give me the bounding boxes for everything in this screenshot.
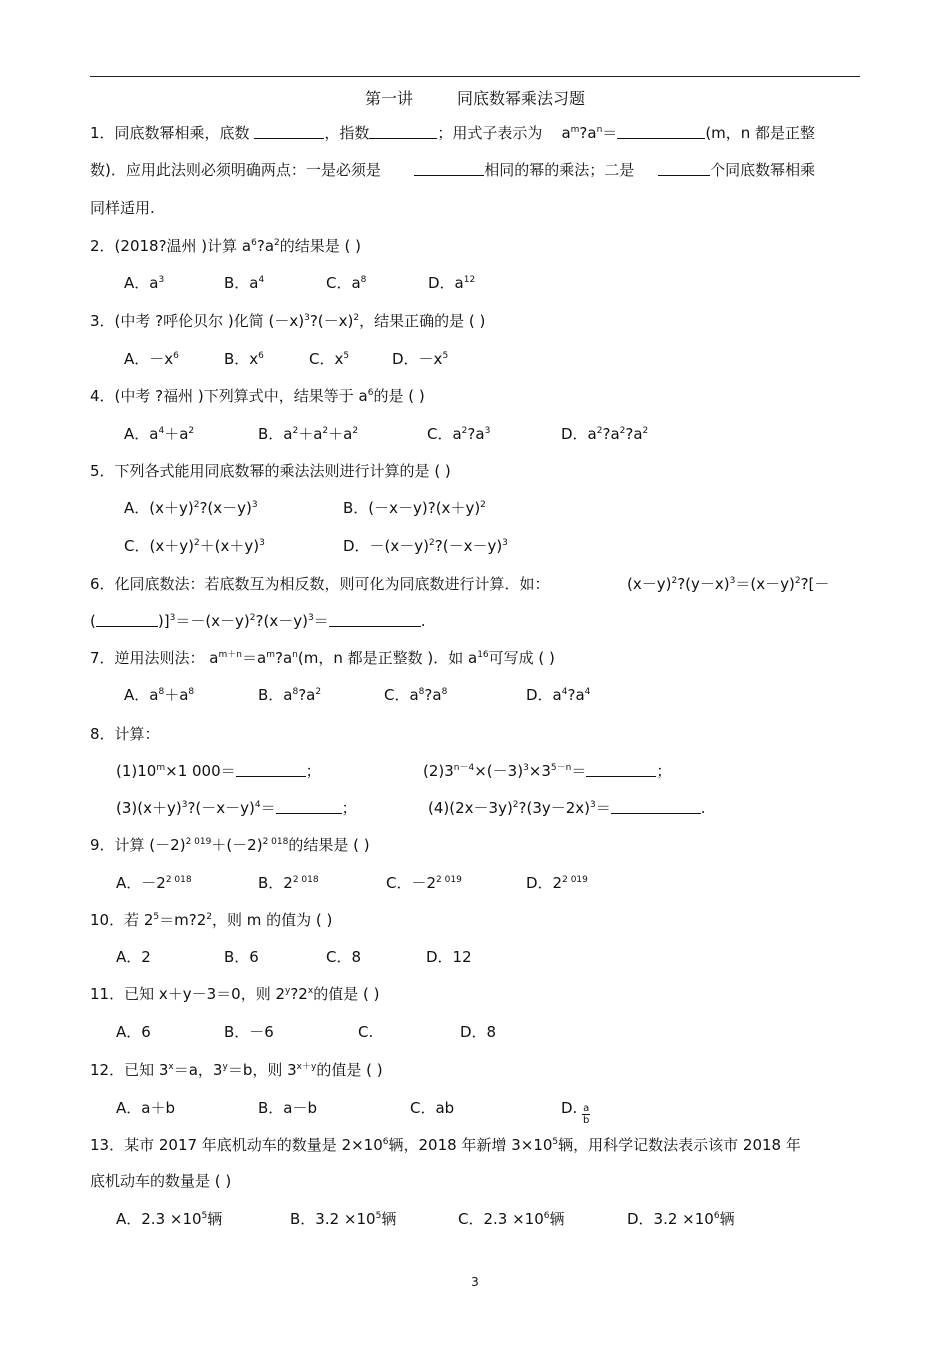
q11-stem: 11．已知 x＋y－3＝0，则 2$^y$?2$^x$的值是 ( ) [90, 985, 380, 1003]
q3-option-c[interactable]: C．$x^5$ [309, 350, 350, 368]
q9-option-d[interactable]: D．$2^{2 019}$ [526, 874, 588, 892]
q8-stem: 8．计算： [90, 725, 160, 743]
q1-line-3: 同样适用. [90, 199, 155, 217]
q9-option-b[interactable]: B．$2^{2 018}$ [258, 874, 319, 892]
q12-option-b[interactable]: B．a－b [258, 1099, 318, 1117]
q11-option-b[interactable]: B．－6 [224, 1023, 274, 1041]
q13-option-d[interactable]: D．$3.2 \times 10^6$辆 [627, 1210, 735, 1228]
q5-option-b[interactable]: B．$(-x-y)?(x+y)^2$ [343, 499, 486, 517]
q4-option-c[interactable]: C．$a^2?a^3$ [427, 425, 491, 443]
q8-part-3: $(3)(x+y)^3?(-x-y)^4=$ ； [116, 799, 357, 817]
q10-option-c[interactable]: C．8 [326, 948, 362, 966]
q8-blank-2 [586, 762, 656, 777]
q7-stem: 7．逆用法则法： $a^{m+n}=a^m?a^n(m$，n 都是正整数 )．如 $a^{16}$可写成 ( ) [90, 649, 555, 667]
q6-blank-2 [329, 612, 421, 627]
q11-option-d[interactable]: D．8 [460, 1023, 497, 1041]
q10-option-b[interactable]: B．6 [224, 948, 259, 966]
q8-part-2: $(2)3^{n-4}\times(-3)^3\times 3^{5-n}=$ ； [423, 762, 672, 780]
q13-option-a[interactable]: A．$2.3 \times 10^5$辆 [116, 1210, 223, 1228]
q3-option-a[interactable]: A．$-x^6$ [124, 350, 179, 368]
fraction-a-over-b: $\frac{a}{b}$ [583, 1103, 590, 1126]
page-title [0, 86, 950, 109]
header-rule [90, 76, 860, 77]
q10-option-a[interactable]: A．2 [116, 948, 151, 966]
q11-option-c[interactable]: C. [358, 1023, 374, 1041]
q2-stem: 2．(2018?温州 )计算 $a^6?a^2$的结果是 ( ) [90, 237, 361, 255]
q3-option-d[interactable]: D．$-x^5$ [392, 350, 449, 368]
q13-option-c[interactable]: C．$2.3 \times 10^6$辆 [458, 1210, 565, 1228]
q3-stem: 3．(中考 ?呼伦贝尔 )化简 $(-x)^3?(-x)^2$，结果正确的是 ( ) [90, 312, 486, 330]
lecture-label: 第一讲 [364, 89, 413, 108]
q3-option-b[interactable]: B．$x^6$ [224, 350, 264, 368]
q8-blank-3 [276, 799, 342, 814]
q13-option-b[interactable]: B．$3.2 \times 10^5$辆 [290, 1210, 397, 1228]
q1-blank-1 [254, 124, 324, 139]
q7-option-c[interactable]: C．$a^8?a^8$ [384, 686, 448, 704]
q9-stem: 9．计算 $(-2)^{2 019}+(-2)^{2 018}$的结果是 ( ) [90, 836, 370, 854]
page-number: 3 [471, 1275, 479, 1289]
q1-line-1: 1．同底数幂相乘，底数 ，指数 ；用式子表示为 $a^m?a^n= (m$，n 都是正整 [90, 124, 816, 142]
q7-option-d[interactable]: D．$a^4?a^4$ [526, 686, 591, 704]
title-text: 同底数幂乘法习题 [457, 89, 586, 108]
q8-part-1: $(1)10^m\times 1$ 000＝ ； [116, 762, 321, 780]
q4-option-b[interactable]: B．$a^2+a^2+a^2$ [258, 425, 359, 443]
q5-option-d[interactable]: D．$-(x-y)^2?(-x-y)^3$ [343, 537, 508, 555]
q6-line-1-expr: $(x-y)^2?(y-x)^3=(x-y)^2?[-$ [627, 575, 830, 593]
q13-line-2: 底机动车的数量是 ( ) [90, 1172, 232, 1190]
q2-option-c[interactable]: C．$a^8$ [326, 274, 367, 292]
q8-part-4: $(4)(2x-3y)^2?(3y-2x)^3=$ . [428, 799, 706, 817]
q11-option-a[interactable]: A．6 [116, 1023, 151, 1041]
q4-option-d[interactable]: D．$a^2?a^2?a^2$ [561, 425, 649, 443]
q10-option-d[interactable]: D．12 [426, 948, 472, 966]
q12-option-d[interactable]: D. $\frac{a}{b}$ [561, 1099, 590, 1126]
q6-line-2: ( )]$^3=-(x-y)^2?(x-y)^3=$ . [90, 612, 426, 630]
q1-line-2: 数)．应用此法则必须明确两点：一是必须是 相同的幂的乘法；二是 个同底数幂相乘 [90, 161, 816, 179]
q12-option-c[interactable]: C．ab [410, 1099, 455, 1117]
q2-option-d[interactable]: D．$a^{12}$ [428, 274, 476, 292]
q10-stem: 10．若 $2^5=m?2^2$，则 m 的值为 ( ) [90, 911, 333, 929]
q6-line-1: 6．化同底数法：若底数互为相反数，则可化为同底数进行计算．如： [90, 575, 550, 593]
q1-blank-3 [617, 124, 705, 139]
q4-stem: 4．(中考 ?福州 )下列算式中，结果等于 $a^6$的是 ( ) [90, 387, 425, 405]
q9-option-c[interactable]: C．$-2^{2 019}$ [386, 874, 462, 892]
q9-option-a[interactable]: A．$-2^{2 018}$ [116, 874, 192, 892]
q2-option-a[interactable]: A．$a^3$ [124, 274, 165, 292]
q8-blank-1 [236, 762, 306, 777]
q4-option-a[interactable]: A．$a^4+a^2$ [124, 425, 195, 443]
q5-option-c[interactable]: C．$(x+y)^2+(x+y)^3$ [124, 537, 265, 555]
q1-blank-4 [414, 161, 484, 176]
q8-blank-4 [611, 799, 701, 814]
q1-blank-2 [369, 124, 437, 139]
q7-option-a[interactable]: A．$a^8+a^8$ [124, 686, 195, 704]
q13-line-1: 13．某市 2017 年底机动车的数量是 $2\times 10^6$辆，2018 年新增 $3\times 10^5$辆，用科学记数法表示该市 2018 年 [90, 1136, 801, 1154]
q7-option-b[interactable]: B．$a^8?a^2$ [258, 686, 322, 704]
q12-stem: 12．已知 $3^x=a$，$3^y=b$，则 $3^{x+y}$的值是 ( ) [90, 1061, 383, 1079]
q5-option-a[interactable]: A．$(x+y)^2?(x-y)^3$ [124, 499, 258, 517]
q6-blank-1 [96, 612, 158, 627]
q2-option-b[interactable]: B．$a^4$ [224, 274, 265, 292]
q5-stem: 5．下列各式能用同底数幂的乘法法则进行计算的是 ( ) [90, 462, 451, 480]
q12-option-a[interactable]: A．a＋b [116, 1099, 175, 1117]
q1-blank-5 [658, 161, 710, 176]
